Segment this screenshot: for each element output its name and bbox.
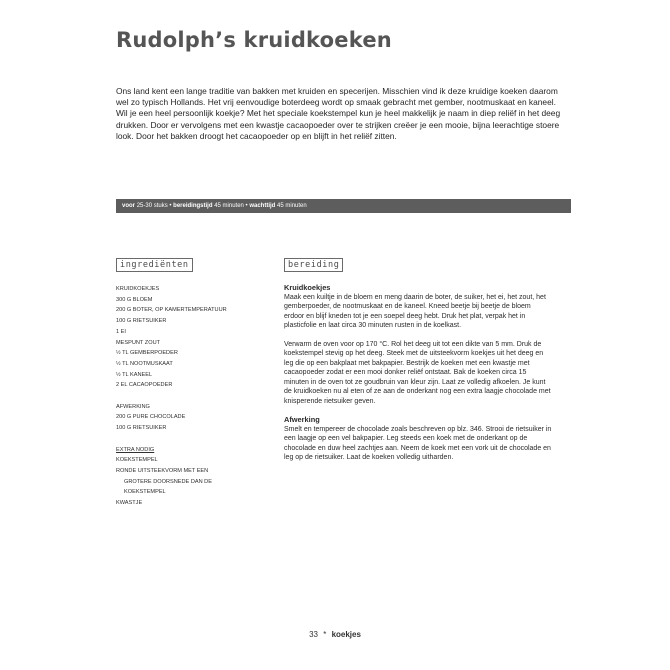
ingredients-list [116, 284, 276, 509]
ingredient-item: 300 G BLOEM [116, 296, 153, 303]
page-footer [0, 630, 670, 639]
separator: • [169, 203, 172, 209]
equipment-item: GROTERE DOORSNEDE DAN DE [124, 478, 212, 485]
prep-step-finishing: Smelt en tempereer de chocolade zoals beschreven op blz. 346. Strooi de rietsuiker in een laagje op een vel bakpapier. Leg steeds een koek met de onderkant op de chocolade en duw heel zachtjes aan. Neem de koek met een vork uit de chocolade en leg op de rietsuiker. Laat de koeken volledig uitharden. [284, 425, 552, 461]
ingredient-item: MESPUNT ZOUT [116, 339, 161, 346]
equipment-item: KWASTJE [116, 500, 143, 507]
page-title: Rudolph’s kruidkoeken [116, 28, 392, 52]
ingredient-item: 200 G PURE CHOCOLADE [116, 414, 186, 421]
prep-subheading-cookies: Kruidkoekjes [284, 283, 331, 292]
preparation-heading: bereiding [284, 258, 343, 272]
recipe-info-bar [116, 199, 571, 213]
section-name: koekjes [331, 630, 361, 639]
preparation-section [284, 283, 552, 463]
prep-subheading-finishing: Afwerking [284, 415, 320, 424]
spacer [116, 391, 276, 402]
ingredient-item: 1 EI [116, 328, 126, 335]
extra-needed-heading: EXTRA NODIG [116, 446, 155, 453]
ingredient-item: ½ TL GEMBERPOEDER [116, 350, 178, 357]
ingredient-item: 2 EL CACAOPOEDER [116, 382, 173, 389]
ingredient-item: 200 G BOTER, OP KAMERTEMPERATUUR [116, 307, 227, 314]
yield-label: voor [122, 203, 136, 209]
ingredients-heading: ingrediënten [116, 258, 193, 272]
page-number: 33 [309, 630, 318, 639]
ingredient-item: ½ TL KANEEL [116, 371, 153, 378]
prep-time-label: bereidingstijd [173, 203, 213, 209]
ingredient-group-heading: KRUIDKOEKJES [116, 286, 160, 292]
intro-paragraph: Ons land kent een lange traditie van bakken met kruiden en specerijen. Misschien vind ik deze kruidige koeken daarom wel zo typisch Hollands. Het vrij eenvoudige boterdeeg wordt op smaak gebracht met gember, nootmuskaat en kaneel. Wil je een heel persoonlijk koekje? Met het speciale koekstempel kun je heel makkelijk je naam in diep reliëf in het deeg drukken. Door er vervolgens met een kwastje cacaopoeder over te strijken creëer je een mooie, bijna leerachtige stoere look. Door het bakken droogt het cacaopoeder op en blijft in het reliëf zitten. [116, 86, 561, 141]
wait-time-label: wachttijd [249, 203, 276, 209]
ingredient-group-heading: AFWERKING [116, 403, 150, 410]
equipment-item: RONDE UITSTEEKVORM MET EEN [116, 467, 209, 474]
equipment-item: KOEKSTEMPEL [116, 457, 158, 464]
spacer [116, 434, 276, 445]
ingredient-item: 100 G RIETSUIKER [116, 425, 167, 432]
ingredient-item: ½ TL NOOTMUSKAAT [116, 360, 173, 367]
separator: • [245, 203, 248, 209]
star-icon: * [323, 630, 327, 639]
prep-step-baking: Verwarm de oven voor op 170 °C. Rol het deeg uit tot een dikte van 5 mm. Druk de koekstempel stevig op het deeg. Steek met de uitsteekvorm koekjes uit het deeg en leg die op een bakplaat met bakpapier. Bestrijk de koeken met een kwastje met cacaopoeder zodat er een mooi donker reliëf ontstaat. Bak de koeken circa 15 minuten in de oven tot ze goudbruin van kleur zijn. Laat ze volledig afkoelen. Je kunt de kruidkoeken nu al eten of ze aan de onderkant nog een extra laagje chocolade met knisperende rietsuiker geven. [284, 340, 551, 405]
ingredient-item: 100 G RIETSUIKER [116, 318, 167, 325]
prep-step-dough: Maak een kuiltje in de bloem en meng daarin de boter, de suiker, het ei, het zout, het gemberpoeder, de nootmuskaat en de kaneel. Kneed beetje bij beetje de bloem erdoor en blijf kneden tot je een soepel deeg hebt. Druk het plat, verpak het in plasticfolie en laat circa 30 minuten rusten in de koelkast. [284, 293, 546, 329]
equipment-item: KOEKSTEMPEL [124, 489, 166, 496]
yield-value: 25-30 stuks [136, 203, 168, 209]
wait-time-value: 45 minuten [277, 203, 307, 209]
prep-time-value: 45 minuten [214, 203, 244, 209]
